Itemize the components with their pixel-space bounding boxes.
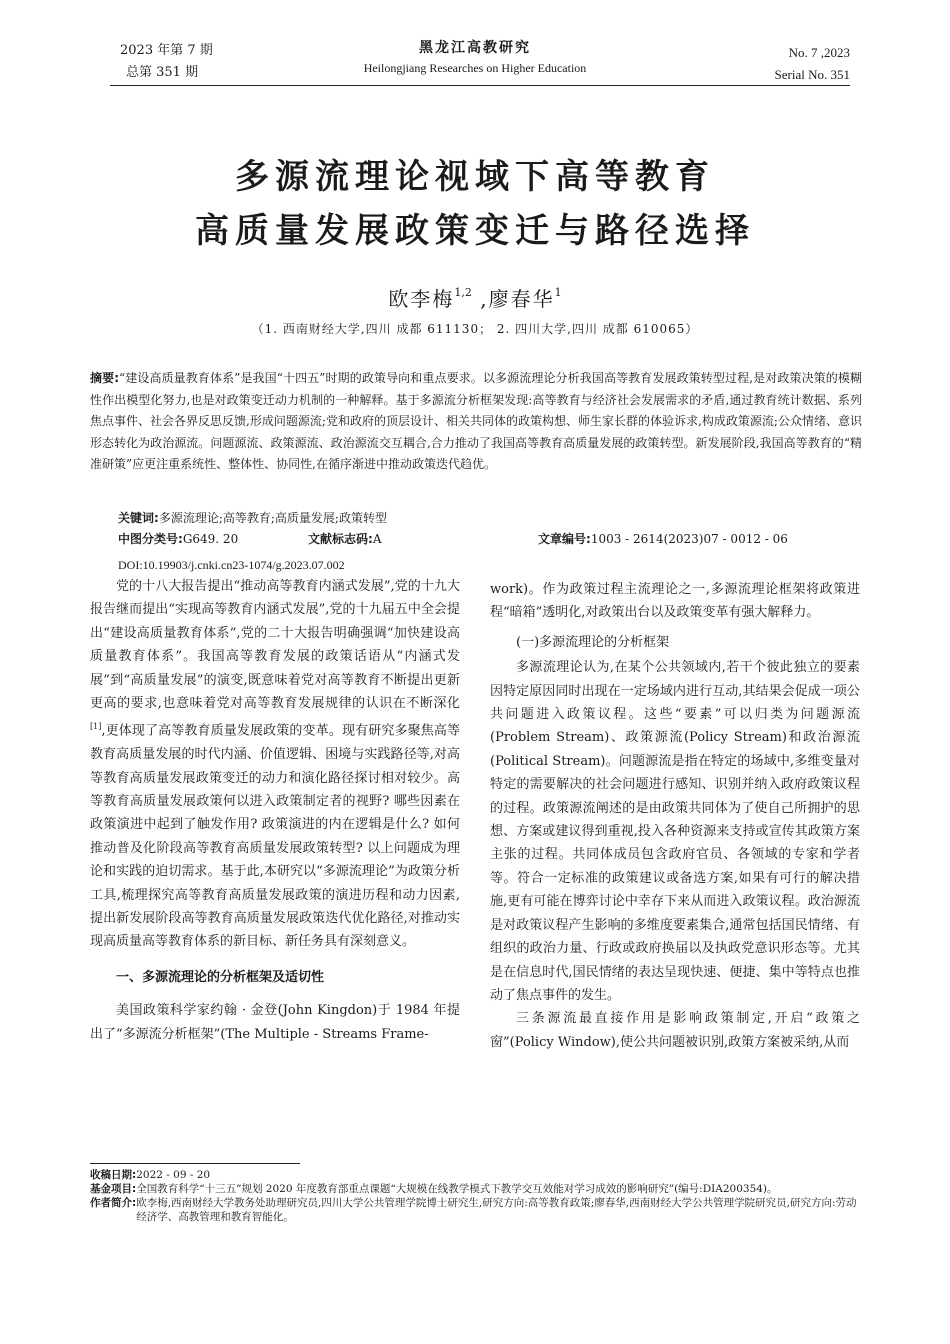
fund-label: 基金项目: <box>90 1183 137 1195</box>
author-bio-value: 欧李梅,西南财经大学教务处助理研究员,四川大学公共管理学院博士研究生,研究方向:高等教育政策;廖春华,西南财经大学公共管理学院研究员,研究方向:劳动经济学、高教管理和教育智能化。 <box>136 1197 857 1223</box>
paragraph: 美国政策科学家约翰 · 金登(John Kingdon)于 1984 年提出了“多源流分析框架”(The Multiple - Streams Frame- <box>90 1003 460 1042</box>
citation-ref: [1] <box>90 722 102 732</box>
author-affiliation-mark: 1,2 <box>454 286 472 299</box>
author-name: 欧李梅 <box>388 287 455 311</box>
received-value: 2022 - 09 - 20 <box>136 1169 211 1181</box>
keywords-text: 多源流理论;高等教育;高质量发展;政策转型 <box>158 511 387 525</box>
author-bio <box>90 1196 862 1224</box>
footnote-divider <box>90 1163 300 1164</box>
journal-title-en: Heilongjiang Researches on Higher Education <box>363 61 587 75</box>
keywords <box>118 508 848 528</box>
header-divider <box>110 85 850 86</box>
paragraph <box>90 575 460 954</box>
section-heading: 一、多源流理论的分析框架及适切性 <box>116 969 325 985</box>
paragraph: 三条源流最直接作用是影响政策制定,开启“政策之窗”(Policy Window),使公共问题被识别,政策方案被采纳,从而 <box>490 1011 860 1050</box>
body-column-right <box>490 578 860 1054</box>
document-code-value: A <box>372 532 382 546</box>
article-number <box>538 529 788 549</box>
keywords-label: 关键词: <box>118 511 159 525</box>
received-label: 收稿日期: <box>90 1169 137 1181</box>
clc-value: G649. 20 <box>182 532 239 546</box>
document-code-label: 文献标志码: <box>308 532 373 546</box>
footnotes <box>90 1168 862 1224</box>
author-affiliation-mark: 1 <box>554 286 562 299</box>
clc-label: 中图分类号: <box>118 532 183 546</box>
paragraph-continued: work)。作为政策过程主流理论之一,多源流理论框架将政策进程“暗箱”透明化,对政策出台以及政策变革有强大解释力。 <box>490 582 860 621</box>
paragraph-text: ,更体现了高等教育质量发展政策的变革。现有研究多聚焦高等教育高质量发展的时代内涵、价值逻辑、困境与实践路径等,对高等教育高质量发展政策变迁的动力和演化路径探讨相对较少。高等教育高质量发展政策何以进入政策制定者的视野? 哪些因素在政策演进中起到了触发作用? 政策演进的内在逻辑是什么? 如何推动普及化阶段高等教育高质量发展政策转型? 以上问题成为理论和实践的迫切需求。基于此,本研究以“多源流理论”为政策分析工具,梳理探究高等教育高质量发展政策的演进历程和动力因素,提出新发展阶段高等教育高质量发展政策迭代优化路径,对推动实现高质量高等教育体系的新目标、新任务具有深刻意义。 <box>90 723 460 950</box>
abstract <box>90 368 862 476</box>
abstract-text: “建设高质量教育体系”是我国“十四五”时期的政策导向和重点要求。以多源流理论分析我国高等教育发展政策转型过程,是对政策决策的模糊性作出模型化努力,也是对政策变迁动力机制的一种解释。基于多源流分析框架发现:高等教育与经济社会发展需求的矛盾,通过教育统计数据、系列焦点事件、社会各界反思反馈,形成问题源流;党和政府的顶层设计、相关共同体的政策构想、师生家长群的体验诉求,构成政策源流;公众情绪、意识形态转化为政治源流。问题源流、政策源流、政治源流交互耦合,合力推动了我国高等教育高质量发展的政策转型。新发展阶段,我国高等教育的“精准研策”应更注重系统性、整体性、协同性,在循序渐进中推动政策迭代趋优。 <box>90 371 862 471</box>
article-number-label: 文章编号: <box>538 532 591 546</box>
paragraph-text: 党的十八大报告提出“推动高等教育内涵式发展”,党的十九大报告继而提出“实现高等教育内涵式发展”,党的十九届五中全会提出“建设高质量教育体系”,党的二十大报告明确强调“加快建设高质量教育体系”。我国高等教育发展的政策话语从“内涵式发展”到“高质量发展”的演变,既意味着党对高等教育不断提出更新更高的要求,也意味着党对高等教育发展规律的认识在不断深化 <box>90 579 460 712</box>
abstract-label: 摘要: <box>90 371 120 385</box>
serial-number-cn: 总第 351 期 <box>126 65 199 80</box>
serial-number-en: Serial No. 351 <box>774 67 850 82</box>
author-name: 廖春华 <box>488 287 555 311</box>
issue-info-en <box>775 42 850 86</box>
issue-number-en: No. 7 ,2023 <box>788 45 850 60</box>
article-number-value: 1003 - 2614(2023)07 - 0012 - 06 <box>590 532 788 546</box>
body-column-left <box>90 575 460 1046</box>
author-separator: , <box>471 287 489 311</box>
received-date <box>90 1168 862 1182</box>
journal-title-cn: 黑龙江高教研究 <box>419 40 531 56</box>
title-line-2: 高质量发展政策变迁与路径选择 <box>195 211 755 251</box>
author-bio-label: 作者简介: <box>90 1197 137 1209</box>
doi: DOI:10.19903/j.cnki.cn23-1074/g.2023.07.002 <box>118 558 345 572</box>
fund-info <box>90 1182 862 1196</box>
fund-value: 全国教育科学“十三五”规划 2020 年度教育部重点课题“大规模在线教学模式下教学交互效能对学习成效的影响研究”(编号:DIA200354)。 <box>136 1183 778 1195</box>
title-line-1: 多源流理论视域下高等教育 <box>235 157 715 197</box>
paper-title <box>0 150 950 258</box>
issue-number-cn: 2023 年第 7 期 <box>120 43 213 58</box>
affiliations: （1. 西南财经大学,四川 成都 611130； 2. 四川大学,四川 成都 610065） <box>251 322 699 336</box>
clc-code <box>118 529 238 549</box>
subsection-heading: (一)多源流理论的分析框架 <box>516 634 670 650</box>
author-list <box>0 283 950 312</box>
document-code <box>308 529 381 549</box>
paragraph: 多源流理论认为,在某个公共领域内,若干个彼此独立的要素因特定原因同时出现在一定场域内进行互动,其结果会促成一项公共问题进入政策议程。这些“要素”可以归类为问题源流(Problem Stream)、政策源流(Policy Stream)和政治源流(Political Stream)。问题源流是指在特定的场域中,多维变量对特定的需要解决的社会问题进行感知、识别并纳入政府政策议程的过程。政策源流阐述的是由政策共同体为了使自己所拥护的思想、方案或建议得到重视,投入各种资源来支持或宣传其政策方案主张的过程。共同体成员包含政府官员、各领域的专家和学者等。符合一定标准的政策建议或备选方案,如果有可行的解决措施,更有可能在博弈讨论中幸存下来从而进入政策议程。政治源流是对政策议程产生影响的多维度要素集合,通常包括国民情绪、有组织的政治力量、行政或政府换届以及执政党意识形态等。尤其是在信息时代,国民情绪的表达呈现快速、便捷、集中等特点也推动了焦点事件的发生。 <box>490 660 860 1003</box>
